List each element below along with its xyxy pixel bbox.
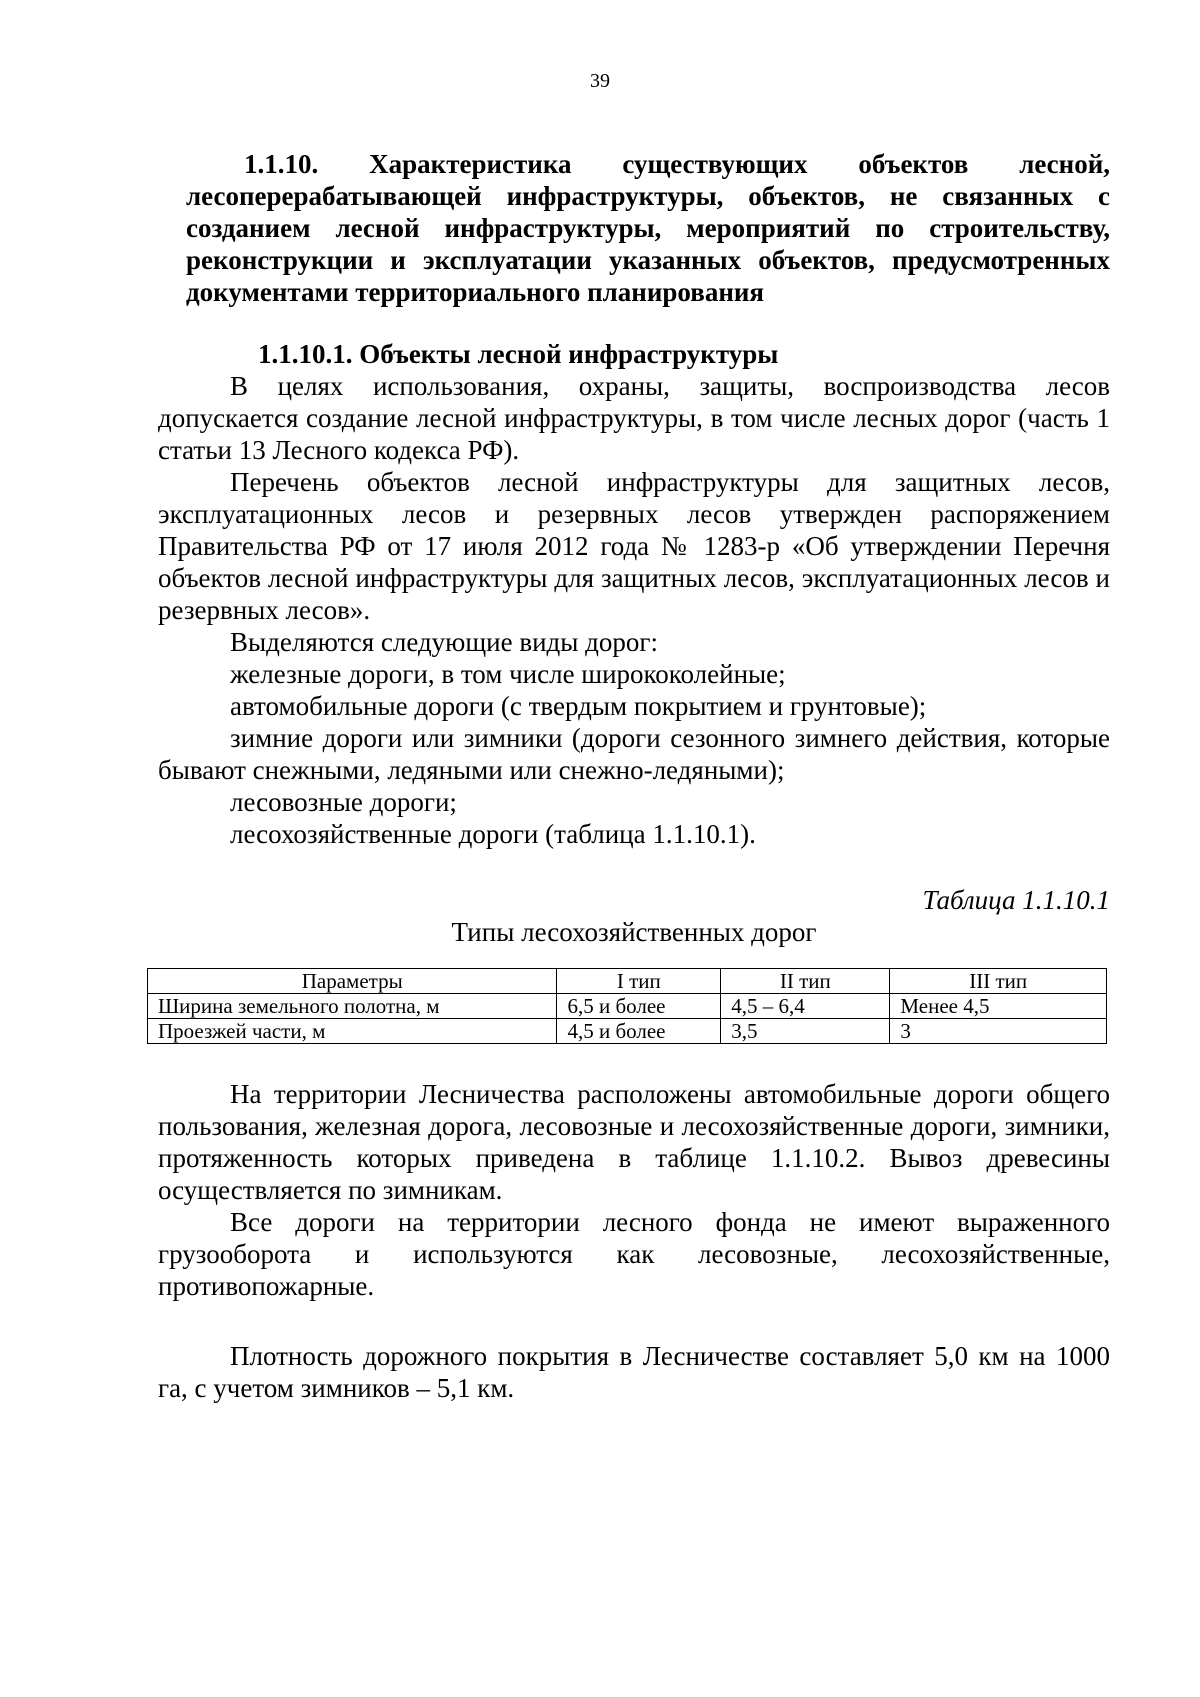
document-body <box>158 148 1110 1404</box>
page-number: 39 <box>590 70 610 92</box>
table-header-cell: I тип <box>557 969 721 994</box>
table-cell: 4,5 – 6,4 <box>721 994 890 1019</box>
list-item: зимние дороги или зимники (дороги сезонного зимнего действия, которые бывают снежными, ледяными или снежно-ледяными); <box>158 723 1110 785</box>
table-header-cell: II тип <box>721 969 890 994</box>
table-row <box>148 994 1107 1019</box>
road-types-table <box>147 968 1107 1044</box>
paragraph-2: Перечень объектов лесной инфраструктуры для защитных лесов, эксплуатационных лесов и резервных лесов утвержден распоряжением Правительства РФ от 17 июля 2012 года № 1283-р «Об утверждении Перечня объектов лесной инфраструктуры для защитных лесов, эксплуатационных лесов и резервных лесов». <box>158 467 1110 625</box>
table-header-cell: Параметры <box>148 969 557 994</box>
paragraph-group <box>158 370 1110 1404</box>
table-cell: Проезжей части, м <box>148 1019 557 1044</box>
list-item: автомобильные дороги (с твердым покрытием и грунтовые); <box>230 691 927 721</box>
paragraph-3: Выделяются следующие виды дорог: <box>230 627 658 657</box>
table-cell: Менее 4,5 <box>890 994 1107 1019</box>
section-number: 1.1.10. <box>244 149 319 179</box>
table-cell: 3 <box>890 1019 1107 1044</box>
table-row <box>148 1019 1107 1044</box>
table-cell: Ширина земельного полотна, м <box>148 994 557 1019</box>
section-title-rest: лесоперерабатывающей инфраструктуры, объектов, не связанных с созданием лесной инфраструктуры, мероприятий по строительству, реконструкции и эксплуатации указанных объектов, предусмотренных документами территориального планирования <box>186 181 1110 307</box>
table-title: Типы лесохозяйственных дорог <box>451 917 817 947</box>
section-title-first: Характеристика существующих объектов лесной, <box>369 149 1110 179</box>
list-item: железные дороги, в том числе ширококолейные; <box>230 659 786 689</box>
paragraph-1: В целях использования, охраны, защиты, воспроизводства лесов допускается создание лесной инфраструктуры, в том числе лесных дорог (часть 1 статьи 13 Лесного кодекса РФ). <box>158 371 1110 465</box>
paragraph-6: Плотность дорожного покрытия в Лесничестве составляет 5,0 км на 1000 га, с учетом зимников – 5,1 км. <box>158 1341 1110 1403</box>
section-heading <box>172 148 1110 308</box>
table-cell: 3,5 <box>721 1019 890 1044</box>
table-cell: 6,5 и более <box>557 994 721 1019</box>
paragraph-5: Все дороги на территории лесного фонда не имеют выраженного грузооборота и используются как лесовозные, лесохозяйственные, противопожарные. <box>158 1207 1110 1301</box>
paragraph-4: На территории Лесничества расположены автомобильные дороги общего пользования, железная дорога, лесовозные и лесохозяйственные дороги, зимники, протяженность которых приведена в таблице 1.1.10.2. Вывоз древесины осуществляется по зимникам. <box>158 1079 1110 1205</box>
table-header-cell: III тип <box>890 969 1107 994</box>
table-cell: 4,5 и более <box>557 1019 721 1044</box>
table-header-row <box>148 969 1107 994</box>
list-item: лесовозные дороги; <box>230 787 457 817</box>
subsection-title: 1.1.10.1. Объекты лесной инфраструктуры <box>258 339 779 369</box>
table-label: Таблица 1.1.10.1 <box>922 885 1110 915</box>
list-item: лесохозяйственные дороги (таблица 1.1.10.1). <box>230 819 756 849</box>
